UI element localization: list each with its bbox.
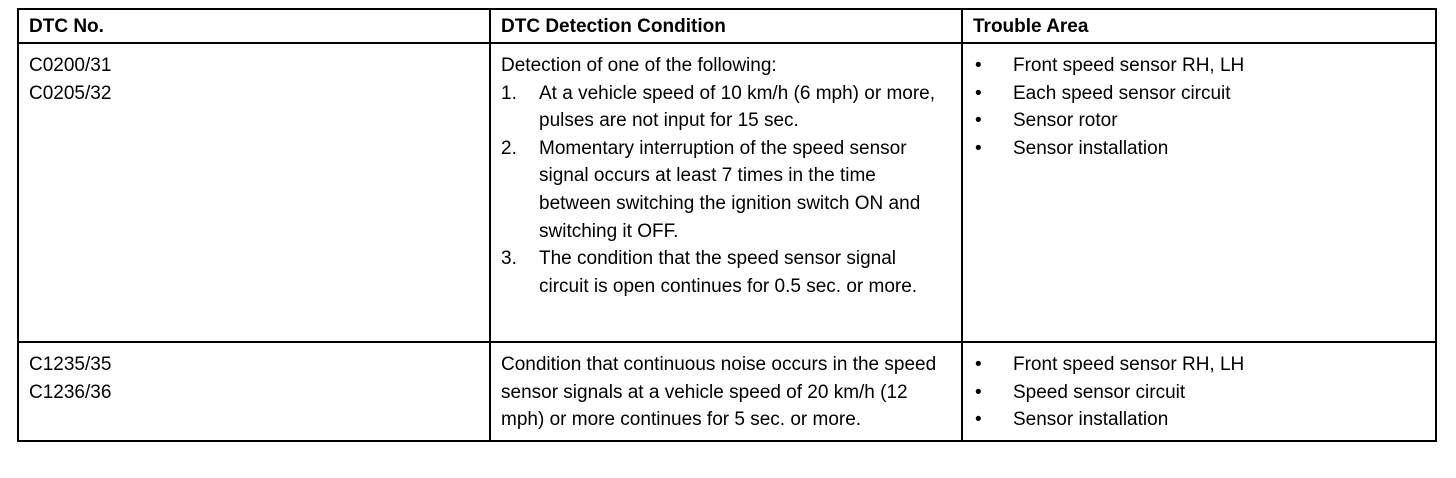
trouble-area-text: Sensor installation bbox=[1013, 409, 1169, 431]
trouble-area-list bbox=[973, 52, 1425, 162]
bullet-icon: • bbox=[975, 82, 982, 104]
dtc-table bbox=[17, 8, 1437, 442]
list-item bbox=[973, 406, 1425, 434]
bullet-icon: • bbox=[975, 354, 982, 375]
trouble-area-text: Front speed sensor RH, LH bbox=[1013, 55, 1245, 76]
list-item bbox=[973, 107, 1425, 135]
detection-condition-cell bbox=[490, 43, 962, 342]
list-item bbox=[501, 80, 947, 135]
dtc-code: C0205/32 bbox=[29, 82, 112, 104]
trouble-area-cell bbox=[962, 342, 1436, 441]
bullet-icon: • bbox=[975, 381, 982, 403]
dtc-codes-cell bbox=[18, 342, 490, 441]
detection-condition-cell bbox=[490, 342, 962, 441]
list-item bbox=[973, 52, 1425, 80]
table-row bbox=[18, 43, 1436, 342]
trouble-area-text: Front speed sensor RH, LH bbox=[1013, 354, 1245, 375]
dtc-code: C1236/36 bbox=[29, 381, 112, 403]
list-item bbox=[973, 379, 1425, 407]
condition-text: Momentary interruption of the speed sensor signal occurs at least 7 times in the time between switching the ignition switch ON and switching it OFF. bbox=[539, 137, 921, 242]
header-dtc-no: DTC No. bbox=[18, 9, 490, 43]
trouble-area-cell bbox=[962, 43, 1436, 342]
trouble-area-list bbox=[973, 351, 1425, 434]
list-item bbox=[973, 80, 1425, 108]
condition-text: The condition that the speed sensor signal circuit is open continues for 0.5 sec. or more. bbox=[539, 248, 918, 297]
dtc-codes-cell bbox=[18, 43, 490, 342]
list-number: 2. bbox=[501, 137, 517, 159]
dtc-code: C1235/35 bbox=[29, 354, 112, 375]
condition-list bbox=[501, 80, 947, 301]
condition-text: Condition that continuous noise occurs in the speed sensor signals at a vehicle speed of 20 km/h (12 mph) or more continues for 5 sec. or more. bbox=[501, 354, 937, 431]
bullet-icon: • bbox=[975, 110, 982, 132]
list-item bbox=[501, 135, 947, 245]
list-number: 1. bbox=[501, 82, 517, 104]
dtc-code: C0200/31 bbox=[29, 55, 112, 76]
bullet-icon: • bbox=[975, 137, 982, 159]
trouble-area-text: Sensor installation bbox=[1013, 137, 1169, 159]
header-trouble-area: Trouble Area bbox=[962, 9, 1436, 43]
list-item bbox=[973, 351, 1425, 379]
trouble-area-text: Speed sensor circuit bbox=[1013, 381, 1186, 403]
trouble-area-text: Each speed sensor circuit bbox=[1013, 82, 1231, 104]
list-item bbox=[973, 135, 1425, 163]
bullet-icon: • bbox=[975, 55, 982, 76]
condition-intro: Detection of one of the following: bbox=[501, 55, 777, 76]
list-item bbox=[501, 245, 947, 300]
table-row bbox=[18, 342, 1436, 441]
list-number: 3. bbox=[501, 248, 517, 270]
header-row bbox=[18, 9, 1436, 43]
condition-text: At a vehicle speed of 10 km/h (6 mph) or more, pulses are not input for 15 sec. bbox=[539, 82, 936, 132]
header-detection-condition: DTC Detection Condition bbox=[490, 9, 962, 43]
bullet-icon: • bbox=[975, 409, 982, 431]
trouble-area-text: Sensor rotor bbox=[1013, 110, 1118, 132]
